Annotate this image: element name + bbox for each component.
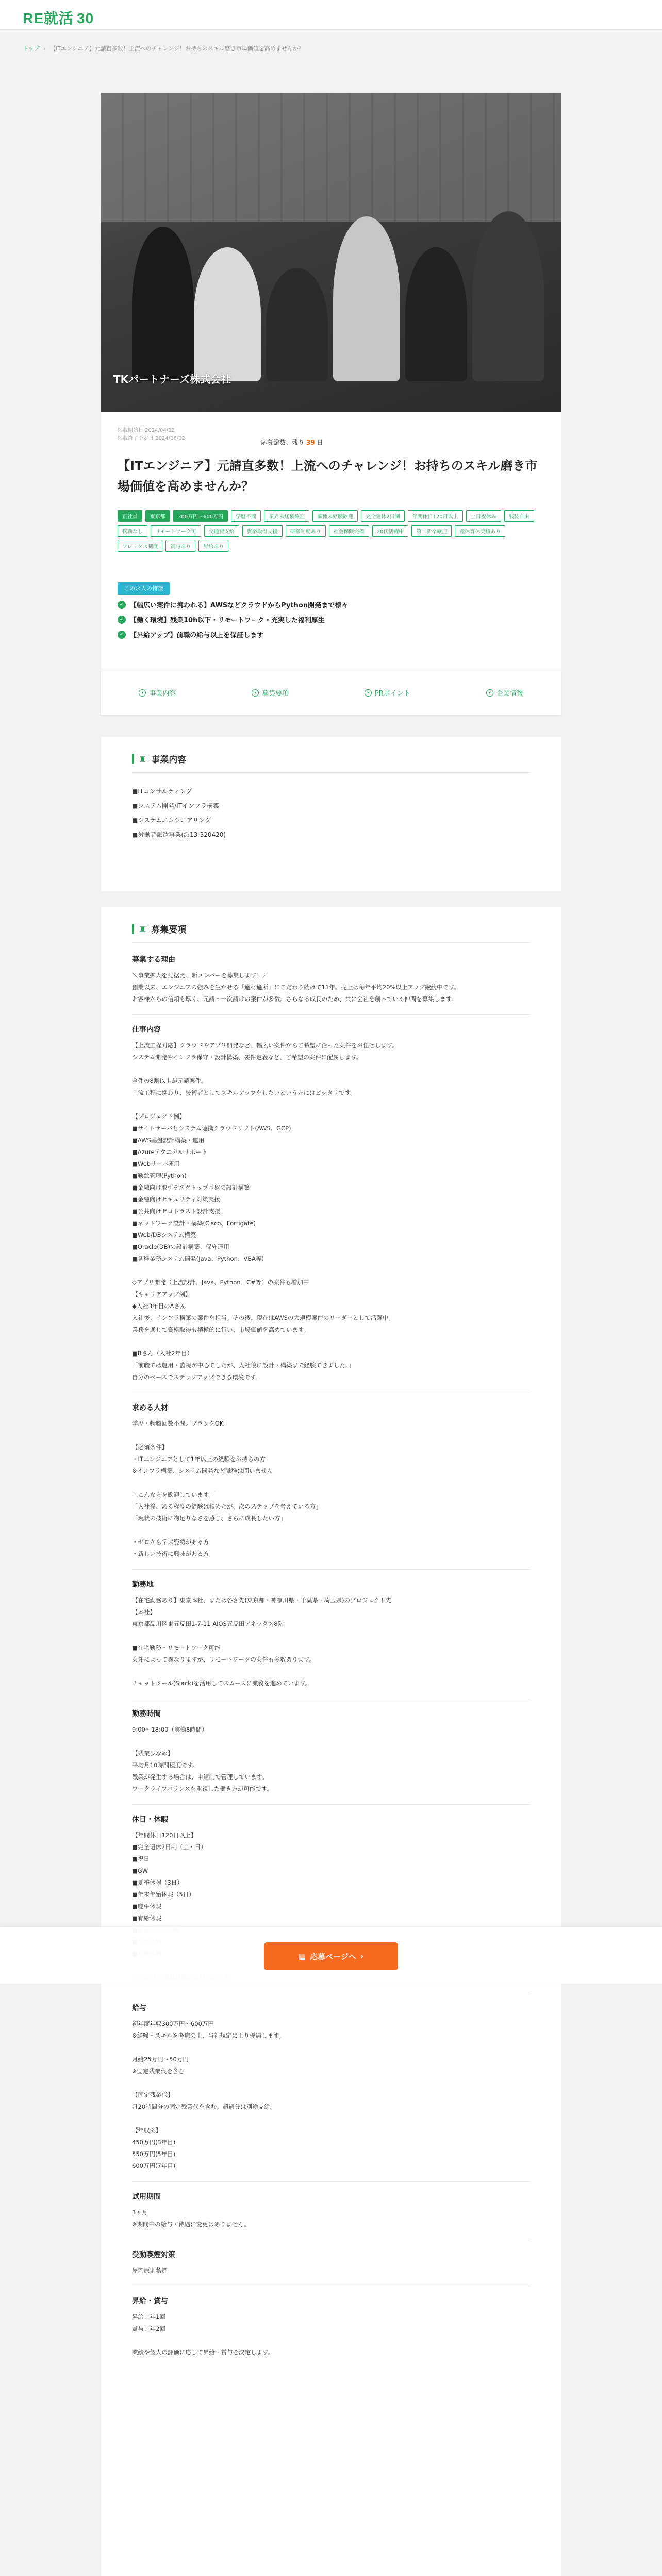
- requirement-text: 【上流工程対応】クラウドやアプリ開発など、幅広い案件からご希望に沿った案件をお任せします。 システム開発やインフラ保守・設計構築、要件定義など、ご希望の案件に配属します。 全件の8割以上が元請案件。 上流工程に携わり、技術者としてスキルアップをしたいという方にはピッタリです。 【プロジェクト例】 ■サイトサーバとシステム連携クラウドリフト(AWS、GCP) ■AWS基盤設計構築・運用 ■Azureテクニカルサポート ■Webサーバ運用 ■勤怠管理(Python) ■金融向け取引デスクトップ基盤の設計構築 ■金融向けセキュリティ対策支援 ■公共向けゼロトラスト設計支援 ■ネットワーク設計・構築(Cisco、Fortigate) ■Web/DBシステム構築 ■Oracle(DB)の設計構築、保守運用 ■各種業務システム開発(Java、Python、VBA等) ◇アプリ開発（上流設計、Java、Python、C#等）の案件も増加中: [132, 1042, 399, 1286]
- tab-label: 事業内容: [149, 690, 176, 698]
- tab-label: PRポイント: [374, 690, 410, 698]
- person-figure: [405, 247, 467, 381]
- tab-事業内容[interactable]: [139, 688, 176, 698]
- check-icon: ✓: [118, 631, 126, 639]
- tag: 土日祝休み: [466, 510, 501, 522]
- tag: 20代活躍中: [372, 525, 409, 537]
- section-tabs: [101, 670, 561, 715]
- job-info-panel: [101, 412, 561, 680]
- window-blinds: [101, 93, 561, 222]
- arrow-down-icon: ▾: [252, 689, 259, 697]
- apply-label: 応募ページへ: [310, 1952, 356, 1961]
- tag: フレックス制度: [118, 540, 162, 552]
- tag: 年間休日120日以上: [408, 510, 463, 522]
- tag: 研修制度あり: [286, 525, 326, 537]
- tag: 第二新卒歓迎: [411, 525, 452, 537]
- date-updated: 掲載終了予定日 2024/06/02: [118, 436, 185, 442]
- person-figure: [132, 227, 194, 381]
- person-figure: [266, 268, 328, 381]
- requirement-text: 【年間休日120日以上】 ■完全週休2日制（土・日） ■祝日 ■GW ■夏季休暇（3日） ■年末年始休暇（5日） ■慶弔休暇 ■有給休暇: [132, 1832, 207, 1922]
- requirement-text: 【在宅勤務あり】東京本社、または各客先(東京都・神奈川県・千葉県・埼玉県)のプロジェクト先 【本社】 東京都品川区東五反田1-7-11 AIOS五反田アネックス8階 ■在宅勤務・リモートワーク可能 案件によって異なりますが、リモートワークの案件も多数あります。 チャットツール(Slack)を活用してスムーズに業務を進めています。: [132, 1597, 392, 1687]
- check-icon: ✓: [118, 616, 126, 624]
- logo-text: RE就活: [23, 10, 74, 26]
- apply-button[interactable]: [264, 1942, 398, 1970]
- tag: 正社員: [118, 510, 142, 522]
- requirement-heading: 勤務時間: [132, 1710, 161, 1718]
- requirement-heading: 求める人材: [132, 1404, 168, 1412]
- business-item: ■ITコンサルティング: [132, 788, 192, 795]
- feature-point: [118, 600, 348, 609]
- requirement-heading: 募集する理由: [132, 956, 175, 964]
- feature-badge: この求人の特徴: [118, 582, 170, 595]
- title-bar: [132, 924, 134, 934]
- requirement-text: 学歴・転職回数不問／ブランクOK 【必須条件】 ・ITエンジニアとして1年以上の経験をお持ちの方 ※インフラ構築、システム開発など職種は問いません ＼こんな方を歓迎しています／ 「入社後、ある程度の経験は積めたが、次のステップを考えている方」 「現状の技術に物足りなさを感じ、さらに成長したい方」 ・ゼロから学ぶ姿勢がある方 ・新しい技術に興味がある方: [132, 1420, 322, 1557]
- requirement-heading: 給与: [132, 2004, 146, 2012]
- requirement-heading: 休日・休暇: [132, 1816, 168, 1824]
- tag: 社会保険完備: [329, 525, 369, 537]
- feature-point: [118, 615, 348, 624]
- tab-label: 企業情報: [496, 690, 523, 698]
- requirement-heading: 受動喫煙対策: [132, 2251, 175, 2259]
- feature-point: [118, 630, 348, 639]
- remaining-count: 39: [306, 439, 315, 446]
- arrow-down-icon: ▾: [139, 689, 146, 697]
- tab-label: 募集要項: [262, 690, 289, 698]
- tag: 東京都: [145, 510, 170, 522]
- breadcrumb-home[interactable]: トップ: [23, 45, 40, 52]
- tag: 職種未経験歓迎: [312, 510, 358, 522]
- divider: [132, 1804, 530, 1805]
- hero-company-name: TKパートナーズ株式会社: [113, 373, 231, 385]
- person-figure: [194, 247, 261, 381]
- business-item: ■労働者派遣事業(派13-320420): [132, 831, 226, 838]
- apply-bar: [0, 1927, 662, 1984]
- business-section: [101, 737, 561, 891]
- person-figure: [333, 216, 400, 381]
- tag: 完全週休2日制: [361, 510, 404, 522]
- business-title: [132, 752, 530, 773]
- tag: 転勤なし: [118, 525, 147, 537]
- breadcrumb: [23, 44, 304, 53]
- tag: 業界未経験歓迎: [264, 510, 309, 522]
- arrow-down-icon: ▾: [365, 689, 372, 697]
- requirement-text: ＼事業拡大を見据え、新メンバーを募集します！／ 創業以来、エンジニアの強みを生かせる「適材適所」にこだわり続けて11年。売上は毎年平均20%以上アップ継続中です。 お客様からの信頼も厚く、元請・一次請けの案件が多数。さらなる成長のため、共に会社を創っていく仲間を募集します。: [132, 972, 460, 1003]
- breadcrumb-separator: ›: [43, 45, 46, 52]
- business-item: ■システム開発/ITインフラ構築: [132, 802, 220, 809]
- requirement-heading: 昇給・賞与: [132, 2297, 168, 2306]
- requirements-section: [101, 907, 561, 2576]
- tag-list: [118, 510, 545, 552]
- divider: [132, 1569, 530, 1570]
- site-logo[interactable]: [23, 7, 94, 28]
- remaining-days: [261, 438, 323, 447]
- site-header: [0, 0, 662, 30]
- business-item: ■システムエンジニアリング: [132, 817, 211, 824]
- clipboard-icon: ▣: [139, 754, 146, 763]
- tag: 賞与あり: [166, 540, 195, 552]
- arrow-right-icon: ›: [360, 1952, 364, 1961]
- business-list: [132, 784, 530, 842]
- tag: 交通費支給: [204, 525, 239, 537]
- tag: 産休育休実績あり: [455, 525, 505, 537]
- remaining-unit: 日: [317, 439, 323, 446]
- requirement-heading: 試用期間: [132, 2193, 161, 2201]
- document-icon: ▤: [298, 1952, 306, 1961]
- tag: 300万円〜600万円: [173, 510, 228, 522]
- tag: 学歴不問: [231, 510, 261, 522]
- requirement-text: 【キャリアアップ例】 ◆入社3年目のAさん 入社後、インフラ構築の案件を担当。その後、現在はAWSの大規模案件のリーダーとして活躍中。 業務を通じて資格取得も積極的に行い、市場価値を高めています。 ■Bさん（入社2年目） 「前職では運用・監視が中心でしたが、入社後に設計・構築まで経験できました。」 自分のペースでステップアップできる環境です。: [132, 1291, 394, 1381]
- feature-points: [118, 600, 348, 645]
- tab-募集要項[interactable]: [252, 688, 289, 698]
- clipboard-icon: ▣: [139, 924, 146, 933]
- requirements-blocks: [132, 954, 530, 2359]
- requirements-title-text: 募集要項: [151, 925, 187, 935]
- arrow-down-icon: ▾: [486, 689, 493, 697]
- title-bar: [132, 754, 134, 764]
- divider: [132, 1014, 530, 1015]
- date-posted: 掲載開始日 2024/04/02: [118, 428, 175, 433]
- tag: 昇給あり: [198, 540, 228, 552]
- feature-point-text: 【昇給アップ】前職の給与以上を保証します: [130, 632, 264, 639]
- requirement-heading: 勤務地: [132, 1581, 154, 1589]
- breadcrumb-current: 【ITエンジニア】元請直多数！上流へのチャレンジ！お持ちのスキル磨き市場価値を高めませんか？: [50, 45, 304, 52]
- requirements-title: [132, 922, 530, 943]
- requirement-text: 昇給：年1回 賞与：年2回 業績や個人の評価に応じて昇給・賞与を決定します。: [132, 2313, 274, 2356]
- business-title-text: 事業内容: [151, 755, 187, 765]
- tab-企業情報[interactable]: [486, 688, 523, 698]
- tag: 服装自由: [504, 510, 534, 522]
- requirement-text: 9:00〜18:00（実働8時間） 【残業少なめ】 平均月10時間程度です。 残業が発生する場合は、申請制で管理しています。 ワークライフバランスを重視した働き方が可能です。: [132, 1726, 273, 1792]
- requirement-heading: 仕事内容: [132, 1026, 161, 1034]
- tab-PRポイント[interactable]: [365, 688, 410, 698]
- logo-number: 30: [76, 10, 94, 26]
- requirement-text: 初年度年収300万円〜600万円 ※経験・スキルを考慮の上、当社規定により優遇します。 月給25万円〜50万円 ※固定残業代を含む 【固定残業代】 月20時間分の固定残業代を含む。超過分は別途支給。 【年収例】 450万円(3年目) 550万円(5年目) 600万円(7年目): [132, 2020, 285, 2170]
- feature-point-text: 【働く環境】残業10h以下・リモートワーク・充実した福利厚生: [130, 617, 325, 624]
- tag: 資格取得支援: [242, 525, 283, 537]
- remaining-label: 応募総数：残り: [261, 439, 305, 446]
- tag: リモートワーク可: [151, 525, 201, 537]
- requirement-text: 屋内原則禁煙: [132, 2267, 168, 2274]
- divider: [132, 2181, 530, 2182]
- check-icon: ✓: [118, 601, 126, 609]
- job-title: 【ITエンジニア】元請直多数！上流へのチャレンジ！お持ちのスキル磨き市場価値を高めませんか？: [118, 459, 538, 494]
- person-figure: [472, 211, 544, 381]
- hero-image: [101, 93, 561, 412]
- requirement-text: 3ヶ月 ※期間中の給与・待遇に変更はありません。: [132, 2209, 250, 2228]
- feature-point-text: 【幅広い案件に携われる】AWSなどクラウドからPython開発まで様々: [130, 602, 349, 609]
- date-info: [118, 427, 544, 443]
